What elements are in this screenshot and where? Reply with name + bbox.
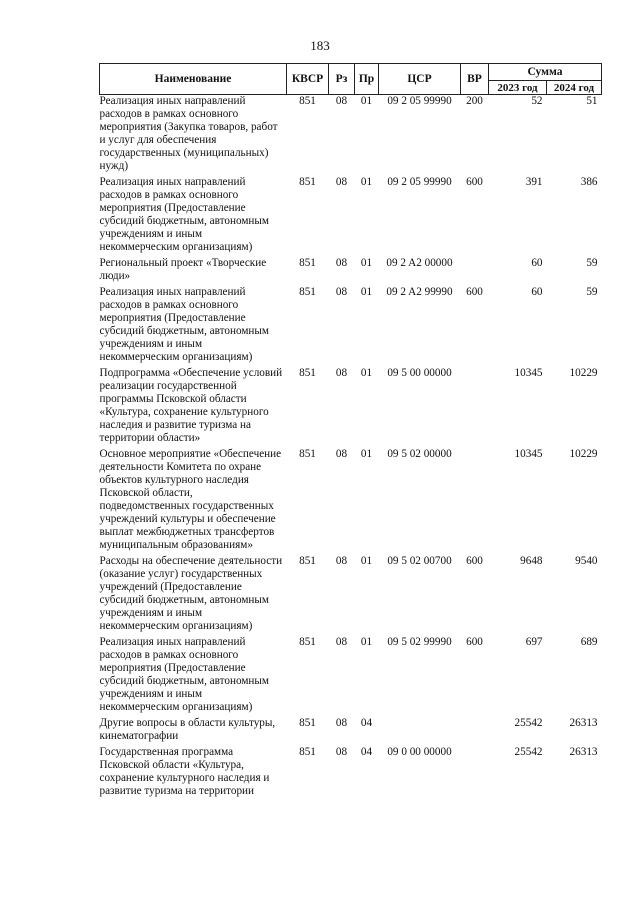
row-kvsr: 851 — [299, 555, 316, 567]
table-row — [100, 364, 602, 445]
row-sum-2023: 60 — [531, 286, 543, 298]
row-rz: 08 — [335, 95, 348, 107]
row-name: Реализация иных направлений расходов в рамках основного мероприятия (Предоставление субсидий бюджетным, автономным учреждениям и иным некоммерческим организациям) — [99, 286, 269, 363]
row-name: Подпрограмма «Обеспечение условий реализации государственной программы Псковской области «Культура, сохранение культурного наследия и развитие туризма на территории области» — [99, 367, 283, 444]
row-pr: 01 — [360, 636, 373, 648]
row-rz: 08 — [335, 286, 348, 298]
row-csr: 09 2 A2 00000 — [386, 257, 453, 269]
header-year-2024: 2024 год — [547, 81, 602, 95]
row-csr: 09 0 00 00000 — [387, 746, 452, 758]
row-csr: 09 5 02 00700 — [387, 555, 452, 567]
row-rz: 08 — [335, 257, 348, 269]
row-rz: 08 — [335, 448, 348, 460]
row-sum-2023: 52 — [531, 95, 543, 107]
header-year-2023: 2023 год — [489, 81, 547, 95]
row-sum-2023: 25542 — [514, 717, 543, 729]
row-pr: 04 — [360, 717, 373, 729]
row-kvsr: 851 — [299, 257, 316, 269]
row-csr: 09 5 02 99990 — [387, 636, 452, 648]
row-pr: 01 — [360, 95, 373, 107]
row-pr: 01 — [360, 257, 373, 269]
header-pr: Пр — [355, 64, 379, 95]
row-pr: 01 — [360, 286, 373, 298]
table-row — [100, 633, 602, 714]
row-sum-2024: 51 — [586, 95, 598, 107]
header-csr: ЦСР — [379, 64, 461, 95]
table-row — [100, 743, 602, 798]
row-name: Основное мероприятие «Обеспечение деятельности Комитета по охране объектов культурного наследия Псковской области, подведомственных государственных учреждений культуры и обеспечение выплат межбюджетных трансфертов муниципальным образованиям» — [99, 448, 282, 551]
row-csr: 09 2 05 99990 — [387, 176, 452, 188]
row-vr: 600 — [466, 555, 483, 567]
row-kvsr: 851 — [299, 746, 316, 758]
row-sum-2023: 391 — [525, 176, 543, 188]
table-row — [100, 283, 602, 364]
row-vr — [461, 254, 489, 283]
row-sum-2024: 386 — [580, 176, 598, 188]
row-sum-2024: 59 — [586, 286, 598, 298]
row-sum-2024: 10229 — [569, 448, 598, 460]
header-kvsr: КВСР — [287, 64, 329, 95]
row-vr: 600 — [466, 286, 483, 298]
row-name: Региональный проект «Творческие люди» — [99, 257, 267, 282]
row-sum-2024: 689 — [580, 636, 598, 648]
row-rz: 08 — [335, 717, 348, 729]
header-vr: ВР — [461, 64, 489, 95]
row-kvsr: 851 — [299, 717, 316, 729]
row-kvsr: 851 — [299, 95, 316, 107]
row-csr: 09 2 A2 99990 — [386, 286, 453, 298]
row-vr: 200 — [466, 95, 483, 107]
row-vr: 600 — [466, 176, 483, 188]
row-sum-2023: 10345 — [514, 448, 543, 460]
table-row — [100, 445, 602, 552]
table-body — [100, 95, 602, 799]
row-pr: 01 — [360, 367, 373, 379]
row-vr — [461, 743, 489, 798]
table-row — [100, 552, 602, 633]
row-kvsr: 851 — [299, 448, 316, 460]
row-sum-2024: 26313 — [569, 746, 598, 758]
header-name: Наименование — [100, 64, 287, 95]
header-rz: Рз — [329, 64, 355, 95]
row-sum-2024: 9540 — [575, 555, 598, 567]
row-rz: 08 — [335, 367, 348, 379]
row-name: Реализация иных направлений расходов в рамках основного мероприятия (Предоставление субсидий бюджетным, автономным учреждениям и иным некоммерческим организациям) — [99, 176, 269, 253]
row-kvsr: 851 — [299, 367, 316, 379]
row-pr: 04 — [360, 746, 373, 758]
row-pr: 01 — [360, 176, 373, 188]
row-csr: 09 2 05 99990 — [387, 95, 452, 107]
table-row — [100, 714, 602, 743]
row-vr — [461, 714, 489, 743]
row-sum-2023: 25542 — [514, 746, 543, 758]
row-csr — [379, 714, 461, 743]
budget-table — [99, 63, 602, 798]
row-kvsr: 851 — [299, 176, 316, 188]
row-vr — [461, 364, 489, 445]
row-rz: 08 — [335, 176, 348, 188]
row-rz: 08 — [335, 555, 348, 567]
table-row — [100, 254, 602, 283]
row-name: Расходы на обеспечение деятельности (оказание услуг) государственных учреждений (Предоставление субсидий бюджетным, автономным учреждениям и иным некоммерческим организациям) — [99, 555, 283, 632]
row-pr: 01 — [360, 555, 373, 567]
row-name: Реализация иных направлений расходов в рамках основного мероприятия (Закупка товаров, работ и услуг для обеспечения государственных (муниципальных) нужд) — [99, 95, 278, 172]
row-vr — [461, 445, 489, 552]
row-sum-2024: 59 — [586, 257, 598, 269]
table-row — [100, 95, 602, 174]
row-pr: 01 — [360, 448, 373, 460]
row-csr: 09 5 00 00000 — [387, 367, 452, 379]
row-vr: 600 — [466, 636, 483, 648]
row-kvsr: 851 — [299, 286, 316, 298]
row-name: Реализация иных направлений расходов в рамках основного мероприятия (Предоставление субсидий бюджетным, автономным учреждениям и иным некоммерческим организациям) — [99, 636, 269, 713]
page-number: 183 — [310, 38, 330, 53]
row-sum-2023: 10345 — [514, 367, 543, 379]
row-sum-2023: 697 — [525, 636, 543, 648]
row-name: Другие вопросы в области культуры, кинематографии — [99, 717, 276, 742]
row-name: Государственная программа Псковской области «Культура, сохранение культурного наследия и развитие туризма на территории — [99, 746, 270, 797]
row-rz: 08 — [335, 636, 348, 648]
row-sum-2023: 60 — [531, 257, 543, 269]
row-sum-2024: 26313 — [569, 717, 598, 729]
row-sum-2024: 10229 — [569, 367, 598, 379]
row-sum-2023: 9648 — [520, 555, 543, 567]
row-rz: 08 — [335, 746, 348, 758]
table-row — [100, 173, 602, 254]
header-sum: Сумма — [489, 64, 602, 81]
row-kvsr: 851 — [299, 636, 316, 648]
row-csr: 09 5 02 00000 — [387, 448, 452, 460]
